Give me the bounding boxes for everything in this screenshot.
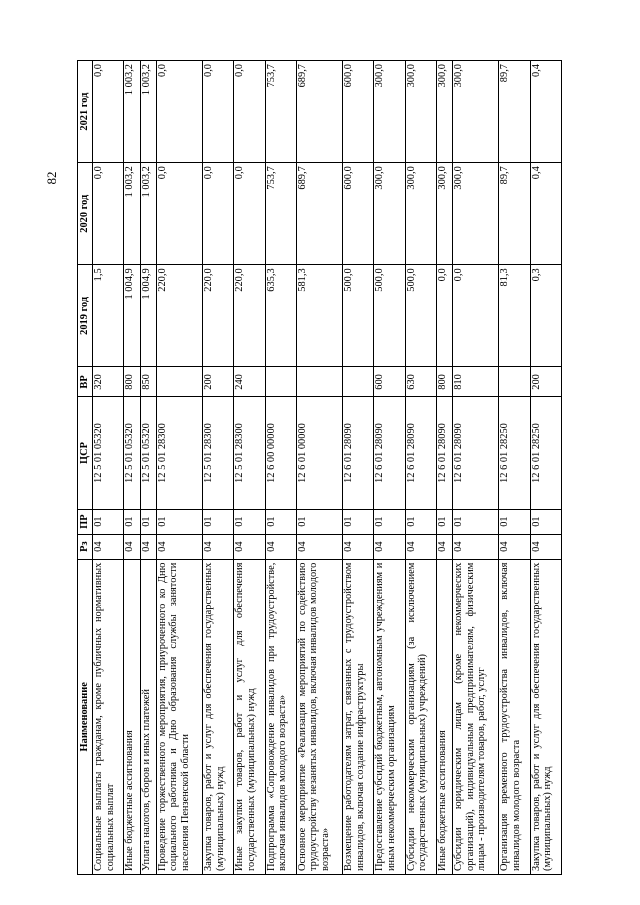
cell-2020: 0,0 — [156, 163, 202, 265]
cell-rz: 04 — [374, 534, 405, 559]
table-row — [124, 61, 140, 875]
cell-rz: 04 — [93, 534, 124, 559]
cell-2020: 0,0 — [93, 163, 124, 265]
cell-pr: 01 — [156, 509, 202, 534]
table-row — [530, 61, 561, 875]
cell-2020: 600,0 — [343, 163, 374, 265]
cell-2019: 581,3 — [296, 265, 342, 367]
cell-2021: 0,0 — [203, 61, 234, 163]
table-row — [453, 61, 499, 875]
cell-2020: 300,0 — [405, 163, 436, 265]
cell-rz: 04 — [156, 534, 202, 559]
cell-2019: 220,0 — [234, 265, 265, 367]
cell-2021: 0,0 — [234, 61, 265, 163]
cell-vr: 800 — [436, 367, 452, 397]
cell-csr: 12 5 01 05320 — [140, 397, 156, 509]
cell-name: Закупка товаров, работ и услуг для обеспечения государственных (муниципальных) нужд — [530, 559, 561, 874]
cell-2019: 0,3 — [530, 265, 561, 367]
cell-vr: 200 — [530, 367, 561, 397]
table-row — [296, 61, 342, 875]
cell-csr: 12 6 01 28250 — [530, 397, 561, 509]
cell-2021: 689,7 — [296, 61, 342, 163]
table-row — [234, 61, 265, 875]
cell-csr: 12 5 01 05320 — [124, 397, 140, 509]
cell-2021: 0,0 — [93, 61, 124, 163]
table-row — [374, 61, 405, 875]
cell-name: Субсидии некоммерческим организациям (за исключением государственных (муниципальных) учреждений) — [405, 559, 436, 874]
cell-name: Проведение торжественного мероприятия, приуроченного ко Дню социального работника и Дню образования службы занятости населения Пензенской области — [156, 559, 202, 874]
cell-pr: 01 — [296, 509, 342, 534]
header-name: Наименование — [78, 559, 93, 874]
cell-2020: 0,4 — [530, 163, 561, 265]
cell-name: Иные бюджетные ассигнования — [436, 559, 452, 874]
cell-csr: 12 6 01 28090 — [436, 397, 452, 509]
cell-2020: 689,7 — [296, 163, 342, 265]
cell-name: Основное мероприятие «Реализация мероприятий по содействию трудоустройству незанятых инвалидов, включая инвалидов молодого возраста» — [296, 559, 342, 874]
cell-vr: 240 — [234, 367, 265, 397]
cell-rz: 04 — [436, 534, 452, 559]
header-2019: 2019 год — [78, 265, 93, 367]
cell-name: Закупка товаров, работ и услуг для обеспечения государственных (муниципальных) нужд — [203, 559, 234, 874]
cell-pr: 01 — [234, 509, 265, 534]
cell-rz: 04 — [124, 534, 140, 559]
cell-vr — [156, 367, 202, 397]
cell-rz: 04 — [499, 534, 530, 559]
table-row — [436, 61, 452, 875]
cell-2020: 0,0 — [203, 163, 234, 265]
cell-rz: 04 — [234, 534, 265, 559]
cell-rz: 04 — [140, 534, 156, 559]
cell-2021: 0,0 — [156, 61, 202, 163]
cell-csr: 12 6 00 00000 — [265, 397, 296, 509]
table-row — [405, 61, 436, 875]
table-header-row — [78, 61, 93, 875]
cell-2021: 600,0 — [343, 61, 374, 163]
cell-2020: 753,7 — [265, 163, 296, 265]
cell-name: Предоставление субсидий бюджетным, автономным учреждениям и иным некоммерческим организациям — [374, 559, 405, 874]
cell-2021: 300,0 — [374, 61, 405, 163]
cell-2019: 635,3 — [265, 265, 296, 367]
cell-rz: 04 — [203, 534, 234, 559]
budget-table — [77, 60, 562, 875]
cell-2021: 753,7 — [265, 61, 296, 163]
cell-rz: 04 — [530, 534, 561, 559]
cell-pr: 01 — [265, 509, 296, 534]
cell-2020: 89,7 — [499, 163, 530, 265]
cell-vr: 600 — [374, 367, 405, 397]
table-row — [156, 61, 202, 875]
cell-vr: 320 — [93, 367, 124, 397]
table-row — [203, 61, 234, 875]
cell-2020: 300,0 — [453, 163, 499, 265]
cell-csr: 12 5 01 28300 — [203, 397, 234, 509]
cell-2020: 300,0 — [374, 163, 405, 265]
cell-csr: 12 6 01 00000 — [296, 397, 342, 509]
cell-2019: 0,0 — [453, 265, 499, 367]
cell-2020: 1 003,2 — [140, 163, 156, 265]
cell-pr: 01 — [93, 509, 124, 534]
cell-vr — [296, 367, 342, 397]
cell-2019: 81,3 — [499, 265, 530, 367]
cell-pr: 01 — [405, 509, 436, 534]
cell-csr: 12 5 01 05320 — [93, 397, 124, 509]
cell-name: Иные закупки товаров, работ и услуг для обеспечения государственных (муниципальных) нужд — [234, 559, 265, 874]
cell-2020: 1 003,2 — [124, 163, 140, 265]
cell-name: Субсидии юридическим лицам (кроме некоммерческих организаций), индивидуальным предпринимателям, физическим лицам - производителям товаров, работ, услуг — [453, 559, 499, 874]
cell-vr — [343, 367, 374, 397]
cell-2019: 1,5 — [93, 265, 124, 367]
cell-pr: 01 — [140, 509, 156, 534]
cell-2021: 1 003,2 — [124, 61, 140, 163]
cell-2020: 300,0 — [436, 163, 452, 265]
table-row — [343, 61, 374, 875]
rotated-table-container — [77, 60, 562, 875]
cell-rz: 04 — [453, 534, 499, 559]
cell-pr: 01 — [374, 509, 405, 534]
cell-2019: 500,0 — [343, 265, 374, 367]
cell-vr: 200 — [203, 367, 234, 397]
header-vr: ВР — [78, 367, 93, 397]
header-csr: ЦСР — [78, 397, 93, 509]
cell-csr: 12 5 01 28300 — [156, 397, 202, 509]
cell-rz: 04 — [405, 534, 436, 559]
cell-2019: 0,0 — [436, 265, 452, 367]
cell-pr: 01 — [343, 509, 374, 534]
cell-vr: 850 — [140, 367, 156, 397]
cell-2019: 500,0 — [374, 265, 405, 367]
cell-2021: 1 003,2 — [140, 61, 156, 163]
table-body — [93, 61, 562, 875]
cell-pr: 01 — [499, 509, 530, 534]
cell-vr — [499, 367, 530, 397]
cell-2021: 89,7 — [499, 61, 530, 163]
cell-csr: 12 6 01 28250 — [499, 397, 530, 509]
cell-csr: 12 6 01 28090 — [343, 397, 374, 509]
cell-name: Иные бюджетные ассигнования — [124, 559, 140, 874]
cell-2021: 0,4 — [530, 61, 561, 163]
cell-2019: 1 004,9 — [140, 265, 156, 367]
cell-vr: 630 — [405, 367, 436, 397]
cell-2019: 1 004,9 — [124, 265, 140, 367]
cell-2019: 220,0 — [203, 265, 234, 367]
cell-name: Уплата налогов, сборов и иных платежей — [140, 559, 156, 874]
cell-pr: 01 — [436, 509, 452, 534]
cell-pr: 01 — [453, 509, 499, 534]
cell-2021: 300,0 — [405, 61, 436, 163]
cell-pr: 01 — [124, 509, 140, 534]
cell-2019: 220,0 — [156, 265, 202, 367]
cell-name: Подпрограмма «Сопровождение инвалидов при трудоустройстве, включая инвалидов молодого возраста» — [265, 559, 296, 874]
cell-vr: 810 — [453, 367, 499, 397]
cell-pr: 01 — [530, 509, 561, 534]
cell-2021: 300,0 — [453, 61, 499, 163]
cell-vr — [265, 367, 296, 397]
cell-name: Возмещение работодателям затрат, связанных с трудоустройством инвалидов, включая создание инфраструктуры — [343, 559, 374, 874]
cell-csr: 12 6 01 28090 — [374, 397, 405, 509]
cell-rz: 04 — [265, 534, 296, 559]
cell-csr: 12 6 01 28090 — [405, 397, 436, 509]
table-row — [140, 61, 156, 875]
table-row — [93, 61, 124, 875]
header-pr: ПР — [78, 509, 93, 534]
cell-vr: 800 — [124, 367, 140, 397]
header-rz: Рз — [78, 534, 93, 559]
header-2020: 2020 год — [78, 163, 93, 265]
cell-2019: 500,0 — [405, 265, 436, 367]
cell-rz: 04 — [343, 534, 374, 559]
header-2021: 2021 год — [78, 61, 93, 163]
page-number: 82 — [44, 171, 59, 185]
table-row — [499, 61, 530, 875]
table-row — [265, 61, 296, 875]
cell-csr: 12 6 01 28090 — [453, 397, 499, 509]
cell-2021: 300,0 — [436, 61, 452, 163]
cell-pr: 01 — [203, 509, 234, 534]
cell-2020: 0,0 — [234, 163, 265, 265]
cell-rz: 04 — [296, 534, 342, 559]
cell-csr: 12 5 01 28300 — [234, 397, 265, 509]
cell-name: Организация временного трудоустройства инвалидов, включая инвалидов молодого возраста — [499, 559, 530, 874]
cell-name: Социальные выплаты гражданам, кроме публичных нормативных социальных выплат — [93, 559, 124, 874]
